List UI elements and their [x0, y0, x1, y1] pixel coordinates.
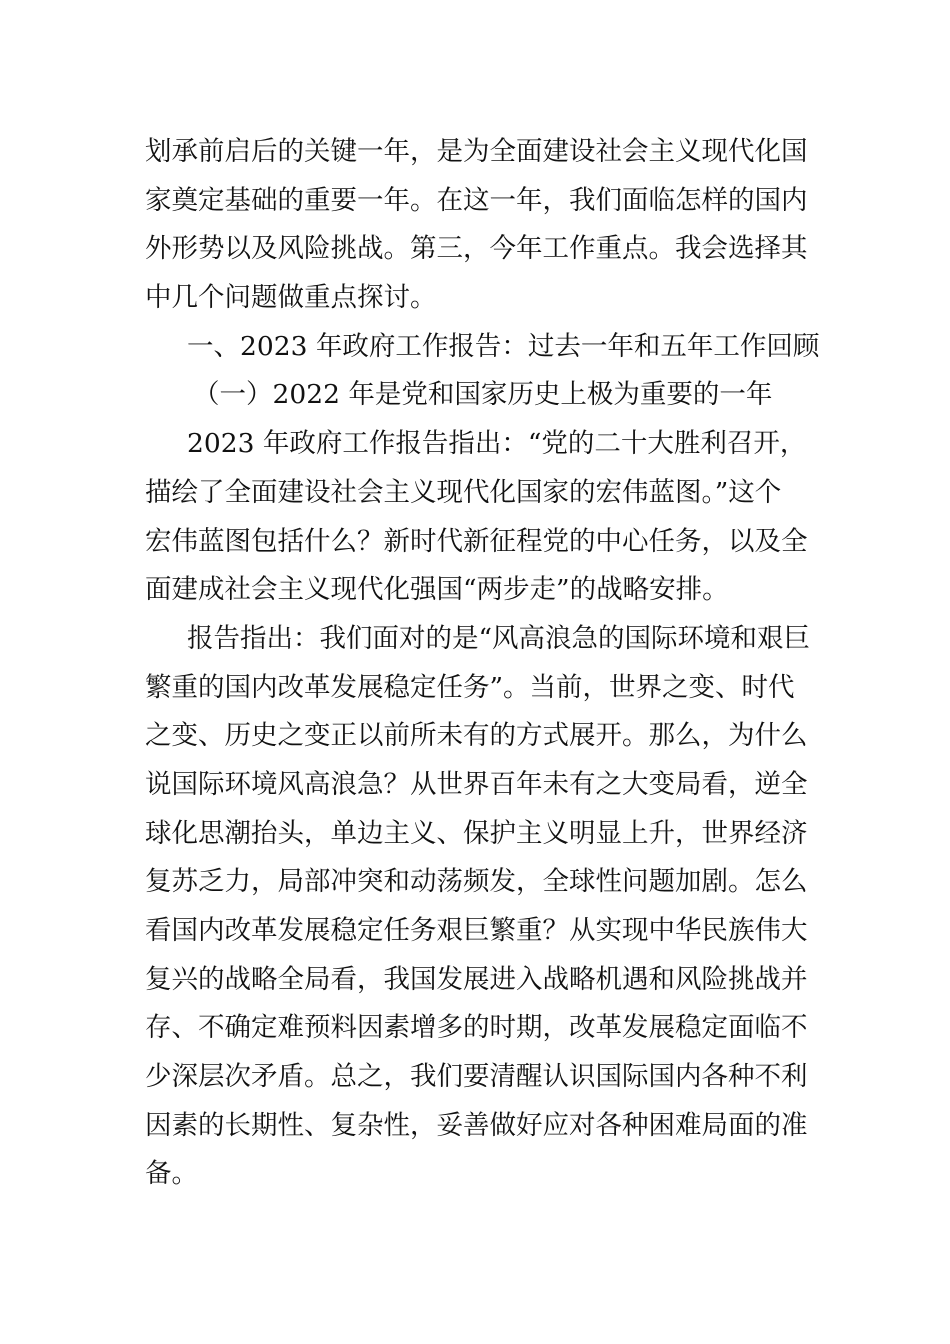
section-heading: 一、2023 年政府工作报告：过去一年和五年工作回顾	[187, 330, 820, 362]
text-line: 少深层次矛盾。总之，我们要清醒认识国际国内各种不利	[145, 1061, 808, 1093]
text-line: 存、不确定难预料因素增多的时期，改革发展稳定面临不	[145, 1012, 808, 1044]
text-line: 因素的长期性、复杂性，妥善做好应对各种困难局面的准	[145, 1109, 808, 1141]
document-body-text	[145, 128, 825, 1199]
text-line: 描绘了全面建设社会主义现代化国家的宏伟蓝图。”这个	[145, 476, 782, 508]
text-line: 繁重的国内改革发展稳定任务”。当前，世界之变、时代	[145, 671, 795, 703]
text-line: 外形势以及风险挑战。第三，今年工作重点。我会选择其	[145, 233, 808, 265]
text-line: 中几个问题做重点探讨。	[145, 282, 437, 314]
text-line: 备。	[145, 1158, 198, 1190]
text-line: 球化思潮抬头，单边主义、保护主义明显上升，世界经济	[145, 817, 808, 849]
text-line: 面建成社会主义现代化强国“两步走”的战略安排。	[145, 574, 729, 606]
text-line: 2023 年政府工作报告指出：“党的二十大胜利召开，	[187, 428, 807, 460]
text-line: 看国内改革发展稳定任务艰巨繁重？从实现中华民族伟大	[145, 915, 808, 946]
text-line: 说国际环境风高浪急？从世界百年未有之大变局看，逆全	[145, 768, 808, 800]
text-line: 之变、历史之变正以前所未有的方式展开。那么，为什么	[145, 720, 808, 752]
text-line: 复苏乏力，局部冲突和动荡频发，全球性问题加剧。怎么	[145, 866, 808, 898]
subsection-heading: （一）2022 年是党和国家历史上极为重要的一年	[193, 379, 773, 411]
text-line: 宏伟蓝图包括什么？新时代新征程党的中心任务，以及全	[145, 525, 808, 557]
text-line: 划承前启后的关键一年，是为全面建设社会主义现代化国	[145, 136, 808, 167]
text-line: 报告指出：我们面对的是“风高浪急的国际环境和艰巨	[187, 622, 811, 654]
text-line: 家奠定基础的重要一年。在这一年，我们面临怎样的国内	[145, 184, 808, 216]
text-line: 复兴的战略全局看，我国发展进入战略机遇和风险挑战并	[145, 963, 808, 995]
